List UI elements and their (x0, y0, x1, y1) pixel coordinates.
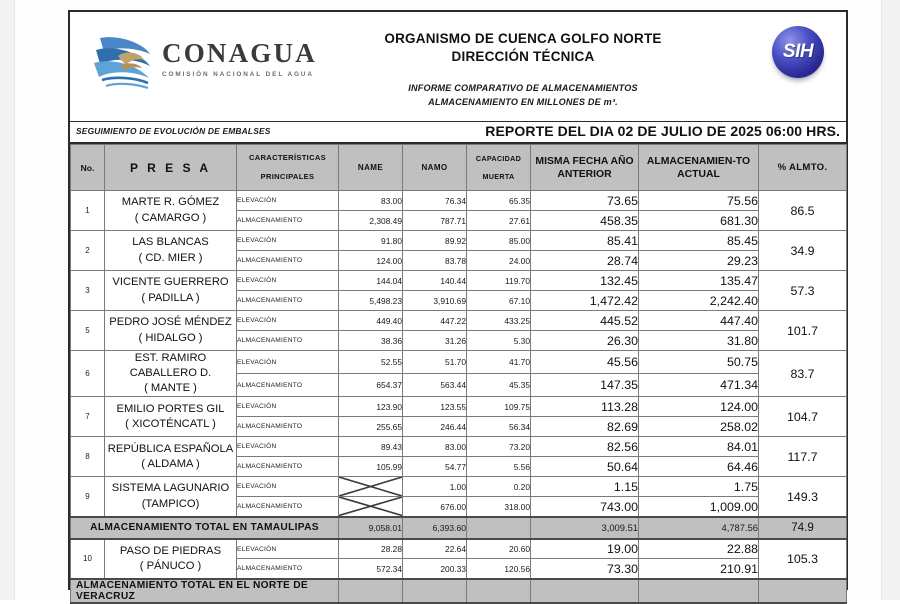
table-row (71, 351, 847, 374)
cross-out-icon (339, 477, 402, 496)
cell-anterior-almacenamiento: 28.74 (531, 251, 639, 271)
cell-capacidad-muerta-almacenamiento: 5.56 (467, 457, 531, 477)
cell-actual-elevacion: 1.75 (639, 477, 759, 497)
cell-anterior-almacenamiento: 50.64 (531, 457, 639, 477)
report-subtitle-line2: ALMACENAMIENTO EN MILLONES DE m³. (428, 97, 618, 108)
cell-presa (105, 437, 237, 477)
cell-actual-almacenamiento: 681.30 (639, 211, 759, 231)
cell-actual-elevacion: 135.47 (639, 271, 759, 291)
cell-name-almacenamiento: 654.37 (339, 374, 403, 397)
cell-capacidad-muerta-elevacion: 85.00 (467, 231, 531, 251)
col-header-capacidad-line2: MUERTA (482, 171, 515, 181)
total-tamaulipas-actual: 4,787.56 (639, 517, 759, 539)
cell-caracteristica-almacenamiento: ALMACENAMIENTO (237, 497, 339, 517)
cell-caracteristica-almacenamiento: ALMACENAMIENTO (237, 211, 339, 231)
cell-namo-almacenamiento: 83.78 (403, 251, 467, 271)
cell-capacidad-muerta-elevacion: 0.20 (467, 477, 531, 497)
cell-capacidad-muerta-almacenamiento: 120.56 (467, 559, 531, 579)
table-body (71, 191, 847, 603)
cell-presa-line: ( PÁNUCO ) (139, 559, 202, 572)
cell-name-almacenamiento: 2,308.49 (339, 211, 403, 231)
cell-actual-elevacion: 124.00 (639, 397, 759, 417)
cell-porcentaje: 117.7 (759, 437, 847, 477)
total-veracruz-actual (639, 579, 759, 603)
cell-caracteristica-elevacion: ELEVACIÓN (237, 271, 339, 291)
cell-no: 1 (71, 191, 105, 231)
cell-presa (105, 271, 237, 311)
table-row (71, 397, 847, 417)
cell-actual-almacenamiento: 258.02 (639, 417, 759, 437)
cell-presa-line: ( PADILLA ) (141, 291, 200, 304)
cell-namo-elevacion: 89.92 (403, 231, 467, 251)
cell-no: 5 (71, 311, 105, 351)
col-header-caracteristicas-line1: CARACTERÍSTICAS (248, 153, 327, 163)
cell-anterior-elevacion: 45.56 (531, 351, 639, 374)
report-subtitle-line1: INFORME COMPARATIVO DE ALMACENAMIENTOS (408, 83, 638, 94)
cell-presa-line: ( ALDAMA ) (141, 457, 200, 470)
cell-caracteristica-elevacion: ELEVACIÓN (237, 437, 339, 457)
col-header-porcentaje-almacenamiento: % ALMTO. (759, 145, 847, 191)
cell-actual-elevacion: 85.45 (639, 231, 759, 251)
cell-anterior-almacenamiento: 82.69 (531, 417, 639, 437)
cell-name-almacenamiento: 572.34 (339, 559, 403, 579)
cell-anterior-elevacion: 85.41 (531, 231, 639, 251)
table-row (71, 477, 847, 497)
cell-capacidad-muerta-almacenamiento: 67.10 (467, 291, 531, 311)
cell-namo-elevacion: 83.00 (403, 437, 467, 457)
cell-actual-almacenamiento: 29.23 (639, 251, 759, 271)
cell-porcentaje: 149.3 (759, 477, 847, 517)
cell-capacidad-muerta-elevacion: 65.35 (467, 191, 531, 211)
cell-presa-line: PASO DE PIEDRAS (119, 544, 222, 557)
cell-namo-elevacion: 76.34 (403, 191, 467, 211)
cell-actual-almacenamiento: 2,242.40 (639, 291, 759, 311)
cell-presa-line: EST. RAMIRO (134, 352, 207, 364)
cross-out-icon (339, 497, 402, 516)
col-header-presa: P R E S A (105, 145, 237, 191)
cell-porcentaje: 34.9 (759, 231, 847, 271)
cell-actual-elevacion: 50.75 (639, 351, 759, 374)
sih-logo-text: SIH (782, 41, 814, 62)
cell-presa (105, 191, 237, 231)
cell-anterior-elevacion: 445.52 (531, 311, 639, 331)
cell-caracteristica-elevacion: ELEVACIÓN (237, 477, 339, 497)
cell-name-almacenamiento: 255.65 (339, 417, 403, 437)
cell-name-almacenamiento: 5,498.23 (339, 291, 403, 311)
storage-report-table (70, 144, 847, 604)
cell-no: 2 (71, 231, 105, 271)
cell-presa-line: SISTEMA LAGUNARIO (111, 482, 230, 495)
cell-presa-line: ( XICOTÉNCATL ) (125, 417, 216, 430)
total-veracruz (71, 579, 847, 603)
cell-namo-elevacion: 123.55 (403, 397, 467, 417)
cell-presa-line: ( CAMARGO ) (134, 211, 207, 224)
cell-no: 10 (71, 539, 105, 579)
total-veracruz-capacidad (467, 579, 531, 603)
tracking-label: SEGUIMIENTO DE EVOLUCIÓN DE EMBALSES (76, 126, 271, 136)
conagua-wordmark (162, 40, 317, 78)
total-tamaulipas-namo: 6,393.60 (403, 517, 467, 539)
cell-presa-line: ( MANTE ) (144, 382, 197, 395)
cell-actual-almacenamiento: 64.46 (639, 457, 759, 477)
col-header-misma-fecha-anio-anterior (531, 145, 639, 191)
cell-presa-line: LAS BLANCAS (132, 236, 209, 249)
cell-capacidad-muerta-elevacion: 20.60 (467, 539, 531, 559)
total-tamaulipas-anterior: 3,009.51 (531, 517, 639, 539)
cell-capacidad-muerta-elevacion: 73.20 (467, 437, 531, 457)
cell-namo-elevacion: 140.44 (403, 271, 467, 291)
cell-porcentaje: 101.7 (759, 311, 847, 351)
cell-actual-elevacion: 84.01 (639, 437, 759, 457)
cell-anterior-almacenamiento: 458.35 (531, 211, 639, 231)
cell-actual-elevacion: 447.40 (639, 311, 759, 331)
cell-presa-line: REPÚBLICA ESPAÑOLA (107, 442, 234, 455)
table-row (71, 271, 847, 291)
cell-namo-elevacion: 22.64 (403, 539, 467, 559)
table-row (71, 231, 847, 251)
total-tamaulipas-label: ALMACENAMIENTO TOTAL EN TAMAULIPAS (71, 517, 339, 539)
report-subbar (70, 122, 846, 144)
cell-capacidad-muerta-elevacion: 119.70 (467, 271, 531, 291)
cell-capacidad-muerta-almacenamiento: 27.61 (467, 211, 531, 231)
cell-caracteristica-elevacion: ELEVACIÓN (237, 397, 339, 417)
cell-name-elevacion: 449.40 (339, 311, 403, 331)
table-row (71, 539, 847, 559)
cell-namo-almacenamiento: 31.26 (403, 331, 467, 351)
col-header-anterior-line1: MISMA FECHA AÑO (535, 155, 634, 167)
cell-presa (105, 351, 237, 397)
conagua-water-eagle-icon (92, 30, 158, 92)
cell-porcentaje: 104.7 (759, 397, 847, 437)
cell-actual-almacenamiento: 471.34 (639, 374, 759, 397)
cell-porcentaje: 83.7 (759, 351, 847, 397)
cell-caracteristica-almacenamiento: ALMACENAMIENTO (237, 457, 339, 477)
col-header-caracteristicas (237, 145, 339, 191)
total-veracruz-pct (759, 579, 847, 603)
total-tamaulipas-capacidad (467, 517, 531, 539)
col-header-name: NAME (339, 145, 403, 191)
table-row (71, 191, 847, 211)
cell-anterior-elevacion: 1.15 (531, 477, 639, 497)
col-header-capacidad-line1: CAPACIDAD (475, 153, 522, 163)
cell-caracteristica-almacenamiento: ALMACENAMIENTO (237, 251, 339, 271)
cell-namo-almacenamiento: 3,910.69 (403, 291, 467, 311)
cell-presa (105, 539, 237, 579)
table-row (71, 437, 847, 457)
sih-logo (772, 26, 824, 78)
cell-namo-almacenamiento: 54.77 (403, 457, 467, 477)
cell-no: 6 (71, 351, 105, 397)
cell-presa-line: ( CD. MIER ) (138, 251, 203, 264)
cell-no: 7 (71, 397, 105, 437)
cell-porcentaje: 105.3 (759, 539, 847, 579)
conagua-logo (92, 30, 322, 96)
total-tamaulipas-name: 9,058.01 (339, 517, 403, 539)
cell-caracteristica-elevacion: ELEVACIÓN (237, 231, 339, 251)
cell-anterior-almacenamiento: 73.30 (531, 559, 639, 579)
col-header-namo: NAMO (403, 145, 467, 191)
cell-capacidad-muerta-almacenamiento: 5.30 (467, 331, 531, 351)
cell-actual-almacenamiento: 210.91 (639, 559, 759, 579)
cell-namo-almacenamiento: 200.33 (403, 559, 467, 579)
cell-anterior-elevacion: 73.65 (531, 191, 639, 211)
cell-namo-elevacion: 447.22 (403, 311, 467, 331)
col-header-caracteristicas-line2: PRINCIPALES (260, 171, 315, 181)
conagua-wordmark-main: CONAGUA (162, 38, 317, 68)
report-subtitle (320, 82, 726, 109)
cell-namo-elevacion: 1.00 (403, 477, 467, 497)
cell-presa-line: MARTE R. GÓMEZ (121, 196, 220, 209)
report-title-block (320, 30, 726, 110)
cell-name-elevacion: 52.55 (339, 351, 403, 374)
col-header-no: No. (71, 145, 105, 191)
page-gutter-left (0, 0, 15, 600)
cell-actual-elevacion: 75.56 (639, 191, 759, 211)
cell-name-almacenamiento: 105.99 (339, 457, 403, 477)
cell-caracteristica-almacenamiento: ALMACENAMIENTO (237, 374, 339, 397)
cell-namo-almacenamiento: 563.44 (403, 374, 467, 397)
cell-presa-line: (TAMPICO) (141, 497, 200, 510)
table-header (71, 145, 847, 191)
cell-anterior-elevacion: 113.28 (531, 397, 639, 417)
cell-presa (105, 231, 237, 271)
total-veracruz-namo (403, 579, 467, 603)
cell-caracteristica-elevacion: ELEVACIÓN (237, 539, 339, 559)
cell-namo-almacenamiento: 787.71 (403, 211, 467, 231)
cell-caracteristica-almacenamiento: ALMACENAMIENTO (237, 417, 339, 437)
cell-presa (105, 311, 237, 351)
col-header-actual-line2: ACTUAL (677, 168, 720, 180)
col-header-capacidad-muerta (467, 145, 531, 191)
cell-caracteristica-elevacion: ELEVACIÓN (237, 351, 339, 374)
cell-capacidad-muerta-almacenamiento: 45.35 (467, 374, 531, 397)
cell-name-elevacion: 123.90 (339, 397, 403, 417)
cell-anterior-almacenamiento: 26.30 (531, 331, 639, 351)
cell-caracteristica-elevacion: ELEVACIÓN (237, 311, 339, 331)
cell-anterior-elevacion: 82.56 (531, 437, 639, 457)
cell-presa-line: VICENTE GUERRERO (112, 276, 229, 289)
cell-presa (105, 477, 237, 517)
cell-name-almacenamiento: 124.00 (339, 251, 403, 271)
cell-caracteristica-almacenamiento: ALMACENAMIENTO (237, 559, 339, 579)
report-title (320, 30, 726, 66)
cell-namo-elevacion: 51.70 (403, 351, 467, 374)
page-gutter-right (881, 0, 900, 600)
cell-no: 3 (71, 271, 105, 311)
cell-actual-almacenamiento: 1,009.00 (639, 497, 759, 517)
total-veracruz-label: ALMACENAMIENTO TOTAL EN EL NORTE DE VERACRUZ (71, 579, 339, 603)
cell-capacidad-muerta-almacenamiento: 56.34 (467, 417, 531, 437)
report-masthead (70, 12, 846, 122)
cell-name-elevacion: 28.28 (339, 539, 403, 559)
cell-anterior-almacenamiento: 147.35 (531, 374, 639, 397)
cell-caracteristica-almacenamiento: ALMACENAMIENTO (237, 331, 339, 351)
report-title-line2: DIRECCIÓN TÉCNICA (451, 49, 595, 65)
cell-presa-line: EMILIO PORTES GIL (116, 402, 225, 415)
cell-presa-line: CABALLERO D. (129, 367, 212, 380)
cell-caracteristica-almacenamiento: ALMACENAMIENTO (237, 291, 339, 311)
cell-actual-elevacion: 22.88 (639, 539, 759, 559)
cell-caracteristica-elevacion: ELEVACIÓN (237, 191, 339, 211)
report-sheet (68, 10, 848, 602)
total-veracruz-anterior (531, 579, 639, 603)
cell-capacidad-muerta-elevacion: 41.70 (467, 351, 531, 374)
cell-no: 8 (71, 437, 105, 477)
cell-name-not-applicable (339, 497, 403, 517)
cell-name-elevacion: 89.43 (339, 437, 403, 457)
report-title-line1: ORGANISMO DE CUENCA GOLFO NORTE (384, 31, 662, 46)
cell-anterior-elevacion: 19.00 (531, 539, 639, 559)
cell-capacidad-muerta-almacenamiento: 318.00 (467, 497, 531, 517)
cell-namo-almacenamiento: 676.00 (403, 497, 467, 517)
cell-presa-line: ( HIDALGO ) (138, 331, 203, 344)
cell-capacidad-muerta-almacenamiento: 24.00 (467, 251, 531, 271)
cell-namo-almacenamiento: 246.44 (403, 417, 467, 437)
report-date: REPORTE DEL DIA 02 DE JULIO DE 2025 06:00 HRS. (485, 123, 840, 139)
cell-actual-almacenamiento: 31.80 (639, 331, 759, 351)
cell-porcentaje: 57.3 (759, 271, 847, 311)
table-header-row (71, 145, 847, 191)
cell-no: 9 (71, 477, 105, 517)
cell-presa (105, 397, 237, 437)
table-row (71, 311, 847, 331)
cell-anterior-almacenamiento: 743.00 (531, 497, 639, 517)
cell-capacidad-muerta-elevacion: 109.75 (467, 397, 531, 417)
total-tamaulipas (71, 517, 847, 539)
cell-name-elevacion: 144.04 (339, 271, 403, 291)
cell-name-elevacion: 83.00 (339, 191, 403, 211)
cell-presa-line: PEDRO JOSÉ MÉNDEZ (109, 316, 232, 329)
cell-anterior-almacenamiento: 1,472.42 (531, 291, 639, 311)
cell-name-almacenamiento: 38.36 (339, 331, 403, 351)
col-header-anterior-line2: ANTERIOR (557, 168, 612, 180)
cell-name-not-applicable (339, 477, 403, 497)
conagua-wordmark-sub: COMISIÓN NACIONAL DEL AGUA (162, 71, 314, 78)
total-tamaulipas-pct: 74.9 (759, 517, 847, 539)
cell-anterior-elevacion: 132.45 (531, 271, 639, 291)
col-header-almacenamiento-actual (639, 145, 759, 191)
total-veracruz-name (339, 579, 403, 603)
cell-name-elevacion: 91.80 (339, 231, 403, 251)
cell-porcentaje: 86.5 (759, 191, 847, 231)
cell-capacidad-muerta-elevacion: 433.25 (467, 311, 531, 331)
col-header-actual-line1: ALMACENAMIEN-TO (646, 155, 751, 167)
